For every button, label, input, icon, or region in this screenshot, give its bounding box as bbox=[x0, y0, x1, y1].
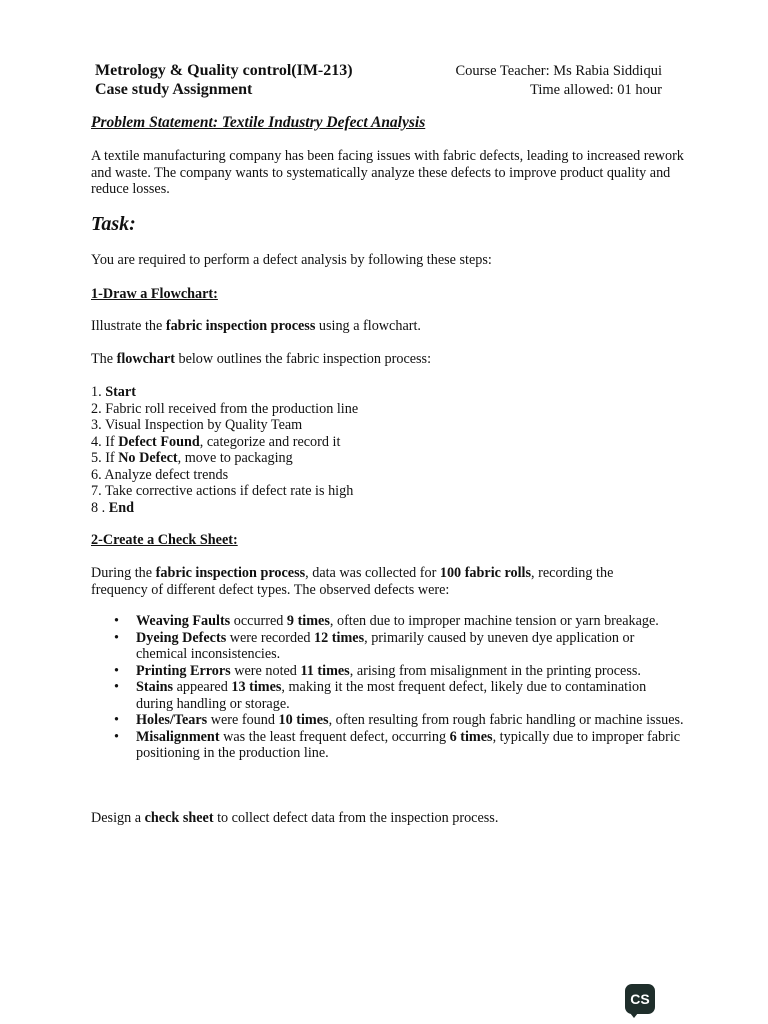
bold-text: 100 fabric rolls bbox=[439, 565, 532, 581]
text-run: to collect defect data from the inspection process. bbox=[213, 810, 499, 826]
bullet-icon: • bbox=[114, 679, 119, 695]
design-instruction bbox=[91, 810, 498, 827]
text-run: If bbox=[105, 450, 119, 466]
bullet-icon: • bbox=[114, 629, 119, 646]
text-run: During the bbox=[91, 565, 156, 581]
text-run: Visual Inspection by Quality Team bbox=[104, 417, 303, 433]
defects-list bbox=[114, 613, 684, 762]
step-number: 6. bbox=[91, 466, 105, 483]
text-run: Analyze defect trends bbox=[104, 466, 229, 483]
flowchart-step bbox=[91, 500, 358, 517]
text-run: , typically due to improper fabric positioning in the production line. bbox=[136, 728, 681, 761]
section1-heading: 1-Draw a Flowchart: bbox=[91, 286, 218, 302]
text-run: , data was collected for bbox=[305, 565, 440, 581]
bold-text: No Defect bbox=[118, 450, 178, 466]
flowchart-steps-list bbox=[91, 384, 358, 516]
step-number: 2. bbox=[91, 400, 106, 417]
text-run: occurred bbox=[230, 613, 287, 629]
time-allowed: Time allowed: 01 hour bbox=[530, 82, 662, 98]
text-run: were noted bbox=[230, 662, 301, 679]
text-run: appeared bbox=[173, 679, 232, 695]
data-collection-paragraph bbox=[91, 565, 671, 598]
text-run: , arising from misalignment in the printing process. bbox=[349, 662, 641, 679]
course-title: Metrology & Quality control(IM-213) bbox=[95, 62, 353, 79]
text-run: Take corrective actions if defect rate is high bbox=[104, 483, 354, 499]
bullet-icon: • bbox=[114, 712, 119, 728]
flowchart-step bbox=[91, 417, 358, 434]
bold-text: fabric inspection process bbox=[165, 318, 316, 334]
defect-count: 12 times bbox=[314, 629, 365, 646]
text-run: Illustrate the bbox=[91, 318, 166, 334]
text-run: , move to packaging bbox=[177, 450, 293, 466]
bullet-icon: • bbox=[114, 613, 119, 629]
course-teacher: Course Teacher: Ms Rabia Siddiqui bbox=[455, 63, 662, 79]
text-run: , often due to improper machine tension or yarn breakage. bbox=[329, 613, 659, 629]
bold-text: check sheet bbox=[144, 810, 214, 826]
text-run: Fabric roll received from the production line bbox=[105, 400, 359, 417]
header-left bbox=[95, 61, 353, 99]
bold-text: fabric inspection process bbox=[155, 565, 306, 581]
header-right bbox=[455, 62, 662, 100]
defect-item bbox=[114, 630, 684, 663]
defect-item bbox=[114, 613, 684, 630]
steps-intro: You are required to perform a defect analysis by following these steps: bbox=[91, 252, 492, 268]
flowchart-step bbox=[91, 450, 358, 467]
task-heading: Task: bbox=[91, 213, 136, 235]
step-number: 4. bbox=[91, 433, 106, 450]
problem-statement-heading: Problem Statement: Textile Industry Defect Analysis bbox=[91, 114, 426, 131]
defect-name: Dyeing Defects bbox=[136, 629, 227, 646]
defect-count: 10 times bbox=[278, 712, 329, 728]
text-run: were recorded bbox=[226, 629, 315, 646]
flowchart-step bbox=[91, 483, 358, 500]
step-number: 7. bbox=[91, 483, 105, 499]
bold-text: Start bbox=[105, 384, 136, 400]
section2-heading: 2-Create a Check Sheet: bbox=[91, 532, 238, 548]
defect-item bbox=[114, 712, 684, 729]
defect-item bbox=[114, 729, 684, 762]
bullet-icon: • bbox=[114, 728, 119, 745]
text-run: was the least frequent defect, occurring bbox=[219, 728, 450, 745]
text-run: using a flowchart. bbox=[315, 318, 421, 334]
text-run: The bbox=[91, 351, 117, 367]
bold-text: flowchart bbox=[116, 351, 175, 367]
step-number: 3. bbox=[91, 417, 105, 433]
text-run: If bbox=[105, 433, 119, 450]
illustrate-line bbox=[91, 318, 421, 335]
bullet-icon: • bbox=[114, 662, 119, 679]
bold-text: Defect Found bbox=[118, 433, 200, 450]
bold-text: End bbox=[108, 499, 134, 516]
flowchart-step bbox=[91, 384, 358, 401]
defect-item bbox=[114, 663, 684, 680]
text-run: , primarily caused by uneven dye application or chemical inconsistencies. bbox=[136, 629, 635, 662]
camscanner-logo-icon: CS bbox=[625, 984, 655, 1014]
defect-name: Stains bbox=[136, 679, 174, 695]
flowchart-step bbox=[91, 434, 358, 451]
flowchart-step bbox=[91, 401, 358, 418]
defect-name: Weaving Faults bbox=[136, 613, 231, 629]
defect-name: Misalignment bbox=[136, 728, 220, 745]
flowchart-step bbox=[91, 467, 358, 484]
defect-count: 13 times bbox=[231, 679, 282, 695]
text-run: , often resulting from rough fabric handling or machine issues. bbox=[328, 712, 684, 728]
defect-count: 11 times bbox=[300, 662, 350, 679]
text-run: , categorize and record it bbox=[199, 433, 341, 450]
text-run: , making it the most frequent defect, likely due to contamination during handling or storage. bbox=[136, 679, 647, 712]
defect-name: Printing Errors bbox=[136, 662, 231, 679]
defect-count: 9 times bbox=[286, 613, 330, 629]
text-run: were found bbox=[207, 712, 279, 728]
text-run: , recording the frequency of different defect types. The observed defects were: bbox=[91, 565, 614, 598]
assignment-label: Case study Assignment bbox=[95, 81, 253, 98]
flowchart-intro-line bbox=[91, 351, 431, 368]
intro-paragraph: A textile manufacturing company has been facing issues with fabric defects, leading to increased rework and waste. The company wants to systematically analyze these defects to improve product quality and reduce losses. bbox=[91, 148, 684, 197]
text-run: below outlines the fabric inspection process: bbox=[174, 351, 432, 367]
text-run: Design a bbox=[91, 810, 145, 826]
step-number: 1. bbox=[91, 384, 106, 400]
defect-item bbox=[114, 679, 684, 712]
step-number: 5. bbox=[91, 450, 106, 466]
step-number: 8 . bbox=[91, 499, 109, 516]
defect-name: Holes/Tears bbox=[136, 712, 208, 728]
defect-count: 6 times bbox=[449, 728, 493, 745]
